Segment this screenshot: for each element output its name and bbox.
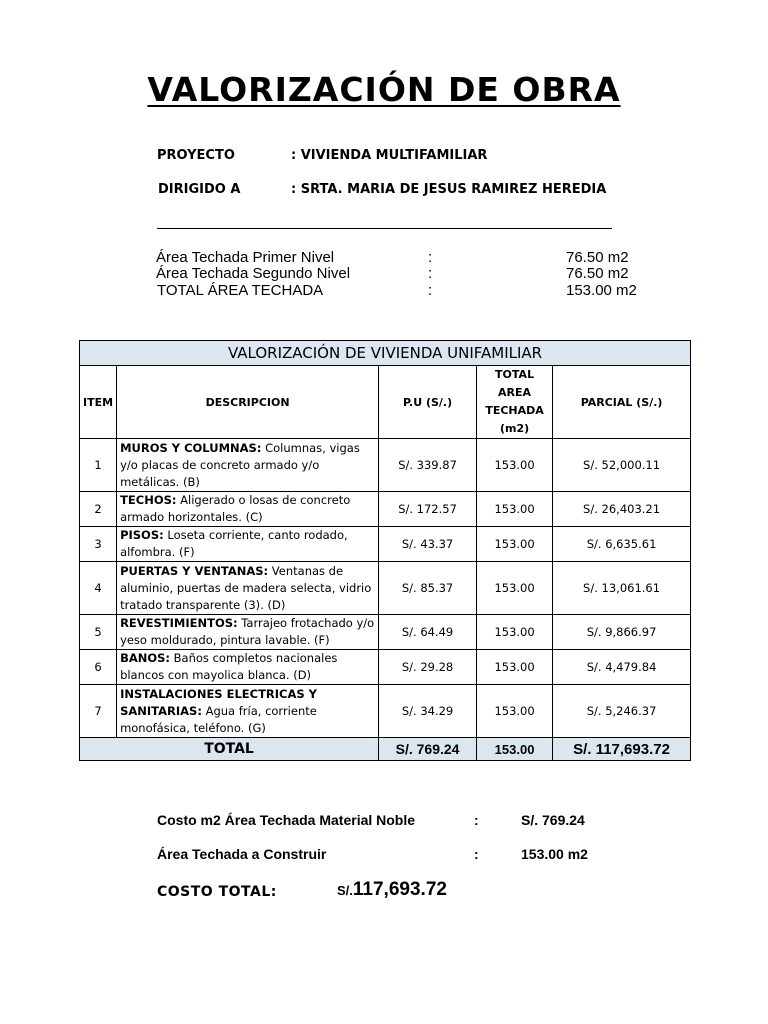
row-area: 153.00 <box>477 562 553 615</box>
header-parcial: PARCIAL (S/.) <box>553 366 691 439</box>
table-row <box>80 527 691 562</box>
row-descripcion <box>117 562 379 615</box>
total-area: 153.00 <box>477 738 553 761</box>
header-descripcion: DESCRIPCION <box>117 366 379 439</box>
row-descripcion <box>117 527 379 562</box>
divider-line <box>157 228 612 229</box>
area-label-total: TOTAL ÁREA TECHADA <box>157 282 324 299</box>
area-sep-1: : <box>428 249 433 266</box>
row-parcial: S/. 5,246.37 <box>553 685 691 738</box>
row-desc-text: Ventanas de aluminio, puertas de madera selecta, vidrio tratado transparente (3). (D) <box>120 563 372 612</box>
row-area: 153.00 <box>477 650 553 685</box>
table-row <box>80 650 691 685</box>
row-area: 153.00 <box>477 439 553 492</box>
area-label-2: Área Techada Segundo Nivel <box>156 265 351 282</box>
row-parcial: S/. 4,479.84 <box>553 650 691 685</box>
row-desc-title: REVESTIMIENTOS: <box>120 616 238 630</box>
area-construir-sep: : <box>474 846 479 862</box>
table-row <box>80 615 691 650</box>
row-desc-title: INSTALACIONES ELECTRICAS Y SANITARIAS: <box>120 686 317 718</box>
row-pu: S/. 172.57 <box>379 492 477 527</box>
row-item: 6 <box>80 650 117 685</box>
row-parcial: S/. 13,061.61 <box>553 562 691 615</box>
row-desc-text: Baños completos nacionales blancos con mayolica blanca. (D) <box>120 651 338 682</box>
costo-m2-value: S/. 769.24 <box>521 812 585 828</box>
row-pu: S/. 34.29 <box>379 685 477 738</box>
row-desc-text: Loseta corriente, canto rodado, alfombra. (F) <box>120 528 348 559</box>
header-area-line-4: (m2) <box>499 422 530 435</box>
area-label-1: Área Techada Primer Nivel <box>156 249 335 266</box>
costo-total-amount <box>337 879 447 901</box>
page-title: VALORIZACIÓN DE OBRA <box>147 70 621 109</box>
row-area: 153.00 <box>477 685 553 738</box>
row-item: 7 <box>80 685 117 738</box>
area-value-1: 76.50 m2 <box>566 249 629 266</box>
row-pu: S/. 85.37 <box>379 562 477 615</box>
proyecto-value: : VIVIENDA MULTIFAMILIAR <box>291 148 488 163</box>
row-item: 5 <box>80 615 117 650</box>
table-row <box>80 562 691 615</box>
row-pu: S/. 29.28 <box>379 650 477 685</box>
row-desc-text: Columnas, vigas y/o placas de concreto armado y/o metálicas. (B) <box>120 440 360 489</box>
row-desc-title: PISOS: <box>120 528 164 542</box>
row-pu: S/. 43.37 <box>379 527 477 562</box>
table-row <box>80 685 691 738</box>
dirigido-value: : SRTA. MARIA DE JESUS RAMIREZ HEREDIA <box>291 182 607 197</box>
area-sep-total: : <box>428 282 433 299</box>
costo-total-label: COSTO TOTAL: <box>157 884 277 900</box>
area-sep-2: : <box>428 265 433 282</box>
area-construir-label: Área Techada a Construir <box>157 846 327 862</box>
total-label: TOTAL <box>80 738 379 761</box>
valorizacion-table <box>79 340 691 761</box>
row-descripcion <box>117 492 379 527</box>
row-desc-title: TECHOS: <box>120 493 177 507</box>
row-desc-title: BANOS: <box>120 651 171 665</box>
table-title: VALORIZACIÓN DE VIVIENDA UNIFAMILIAR <box>80 341 691 366</box>
header-area-line-3: TECHADA <box>485 404 544 417</box>
row-descripcion <box>117 439 379 492</box>
row-item: 2 <box>80 492 117 527</box>
row-pu: S/. 64.49 <box>379 615 477 650</box>
row-parcial: S/. 26,403.21 <box>553 492 691 527</box>
table-row <box>80 492 691 527</box>
row-pu: S/. 339.87 <box>379 439 477 492</box>
row-parcial: S/. 6,635.61 <box>553 527 691 562</box>
row-descripcion <box>117 650 379 685</box>
header-area-line-1: TOTAL <box>495 368 535 381</box>
header-area <box>477 366 553 439</box>
area-value-2: 76.50 m2 <box>566 265 629 282</box>
row-item: 1 <box>80 439 117 492</box>
area-construir-value: 153.00 m2 <box>521 846 588 862</box>
costo-total-currency: S/. <box>337 883 353 898</box>
area-value-total: 153.00 m2 <box>566 282 637 299</box>
costo-m2-sep: : <box>474 812 479 828</box>
total-row <box>80 738 691 761</box>
row-area: 153.00 <box>477 615 553 650</box>
row-area: 153.00 <box>477 492 553 527</box>
header-pu: P.U (S/.) <box>379 366 477 439</box>
dirigido-label: DIRIGIDO A <box>158 182 241 197</box>
row-item: 4 <box>80 562 117 615</box>
header-area-line-2: AREA <box>498 386 532 399</box>
costo-total-value: 117,693.72 <box>352 879 447 900</box>
row-descripcion <box>117 685 379 738</box>
total-pu: S/. 769.24 <box>379 738 477 761</box>
row-desc-title: MUROS Y COLUMNAS: <box>120 440 262 455</box>
row-desc-text: Agua fría, corriente monofásica, teléfono. (G) <box>120 703 317 735</box>
costo-m2-label: Costo m2 Área Techada Material Noble <box>157 812 416 828</box>
row-item: 3 <box>80 527 117 562</box>
header-item: ITEM <box>80 366 117 439</box>
proyecto-label: PROYECTO <box>157 148 235 163</box>
row-parcial: S/. 52,000.11 <box>553 439 691 492</box>
row-area: 153.00 <box>477 527 553 562</box>
row-descripcion <box>117 615 379 650</box>
row-desc-text: Tarrajeo frotachado y/o yeso moldurado, pintura lavable. (F) <box>120 616 375 647</box>
total-parcial: S/. 117,693.72 <box>553 738 691 761</box>
row-desc-title: PUERTAS Y VENTANAS: <box>120 563 269 578</box>
table-row <box>80 439 691 492</box>
row-desc-text: Aligerado o losas de concreto armado horizontales. (C) <box>120 493 351 524</box>
row-parcial: S/. 9,866.97 <box>553 615 691 650</box>
